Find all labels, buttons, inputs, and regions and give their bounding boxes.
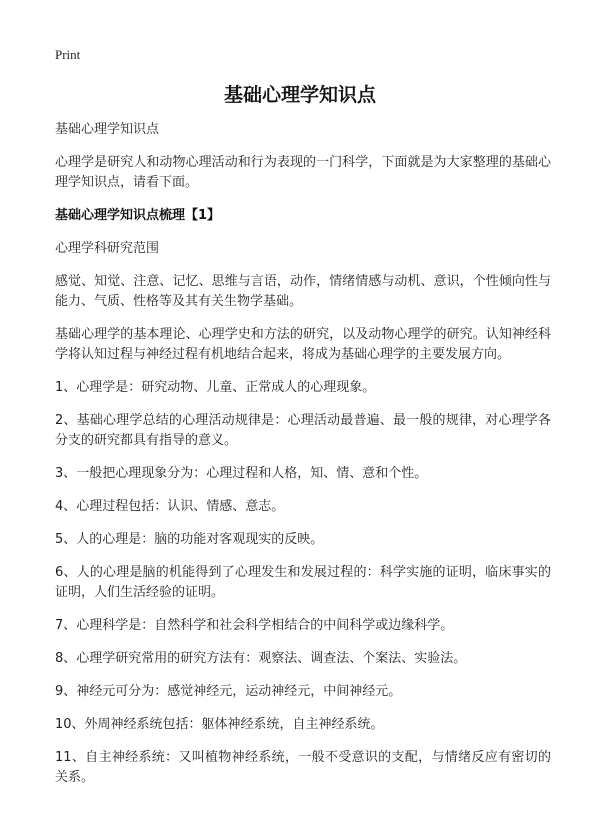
list-item: 8、心理学研究常用的研究方法有：观察法、调查法、个案法、实验法。 bbox=[55, 651, 467, 666]
paragraph: 心理学科研究范围 bbox=[55, 241, 160, 256]
list-item: 1、心理学是：研究动物、儿童、正常成人的心理现象。 bbox=[55, 380, 376, 395]
list-item: 4、心理过程包括：认识、情感、意志。 bbox=[55, 499, 285, 514]
paragraph: 基础心理学知识点 bbox=[55, 122, 160, 137]
paragraph: 基础心理学的基本理论、心理学史和方法的研究，以及动物心理学的研究。认知神经科学将认知过程与神经过程有机地结合起来，将成为基础心理学的主要发展方向。 bbox=[55, 327, 551, 362]
list-item: 10、外周神经系统包括：躯体神经系统，自主神经系统。 bbox=[55, 717, 384, 732]
section-heading: 基础心理学知识点梳理【1】 bbox=[55, 208, 221, 223]
article-body bbox=[55, 120, 551, 801]
list-item: 6、人的心理是脑的机能得到了心理发生和发展过程的：科学实施的证明，临床事实的证明，人们生活经验的证明。 bbox=[55, 565, 551, 600]
paragraph: 感觉、知觉、注意、记忆、思维与言语，动作，情绪情感与动机、意识，个性倾向性与能力、气质、性格等及其有关生物学基础。 bbox=[55, 274, 551, 309]
list-item: 7、心理科学是：自然科学和社会科学相结合的中间科学或边缘科学。 bbox=[55, 618, 454, 633]
list-item: 3、一般把心理现象分为：心理过程和人格，知、情、意和个性。 bbox=[55, 466, 428, 481]
list-item: 2、基础心理学总结的心理活动规律是：心理活动最普遍、最一般的规律，对心理学各分支的研究都具有指导的意义。 bbox=[55, 413, 551, 448]
list-item: 5、人的心理是：脑的功能对客观现实的反映。 bbox=[55, 532, 324, 547]
list-item: 9、神经元可分为：感觉神经元，运动神经元，中间神经元。 bbox=[55, 684, 402, 699]
list-item: 11、自主神经系统：又叫植物神经系统，一般不受意识的支配，与情绪反应有密切的关系。 bbox=[55, 750, 551, 785]
paragraph: 心理学是研究人和动物心理活动和行为表现的一门科学，下面就是为大家整理的基础心理学知识点，请看下面。 bbox=[55, 155, 551, 190]
print-link[interactable]: Print bbox=[55, 47, 81, 62]
page-title: 基础心理学知识点 bbox=[223, 84, 376, 106]
